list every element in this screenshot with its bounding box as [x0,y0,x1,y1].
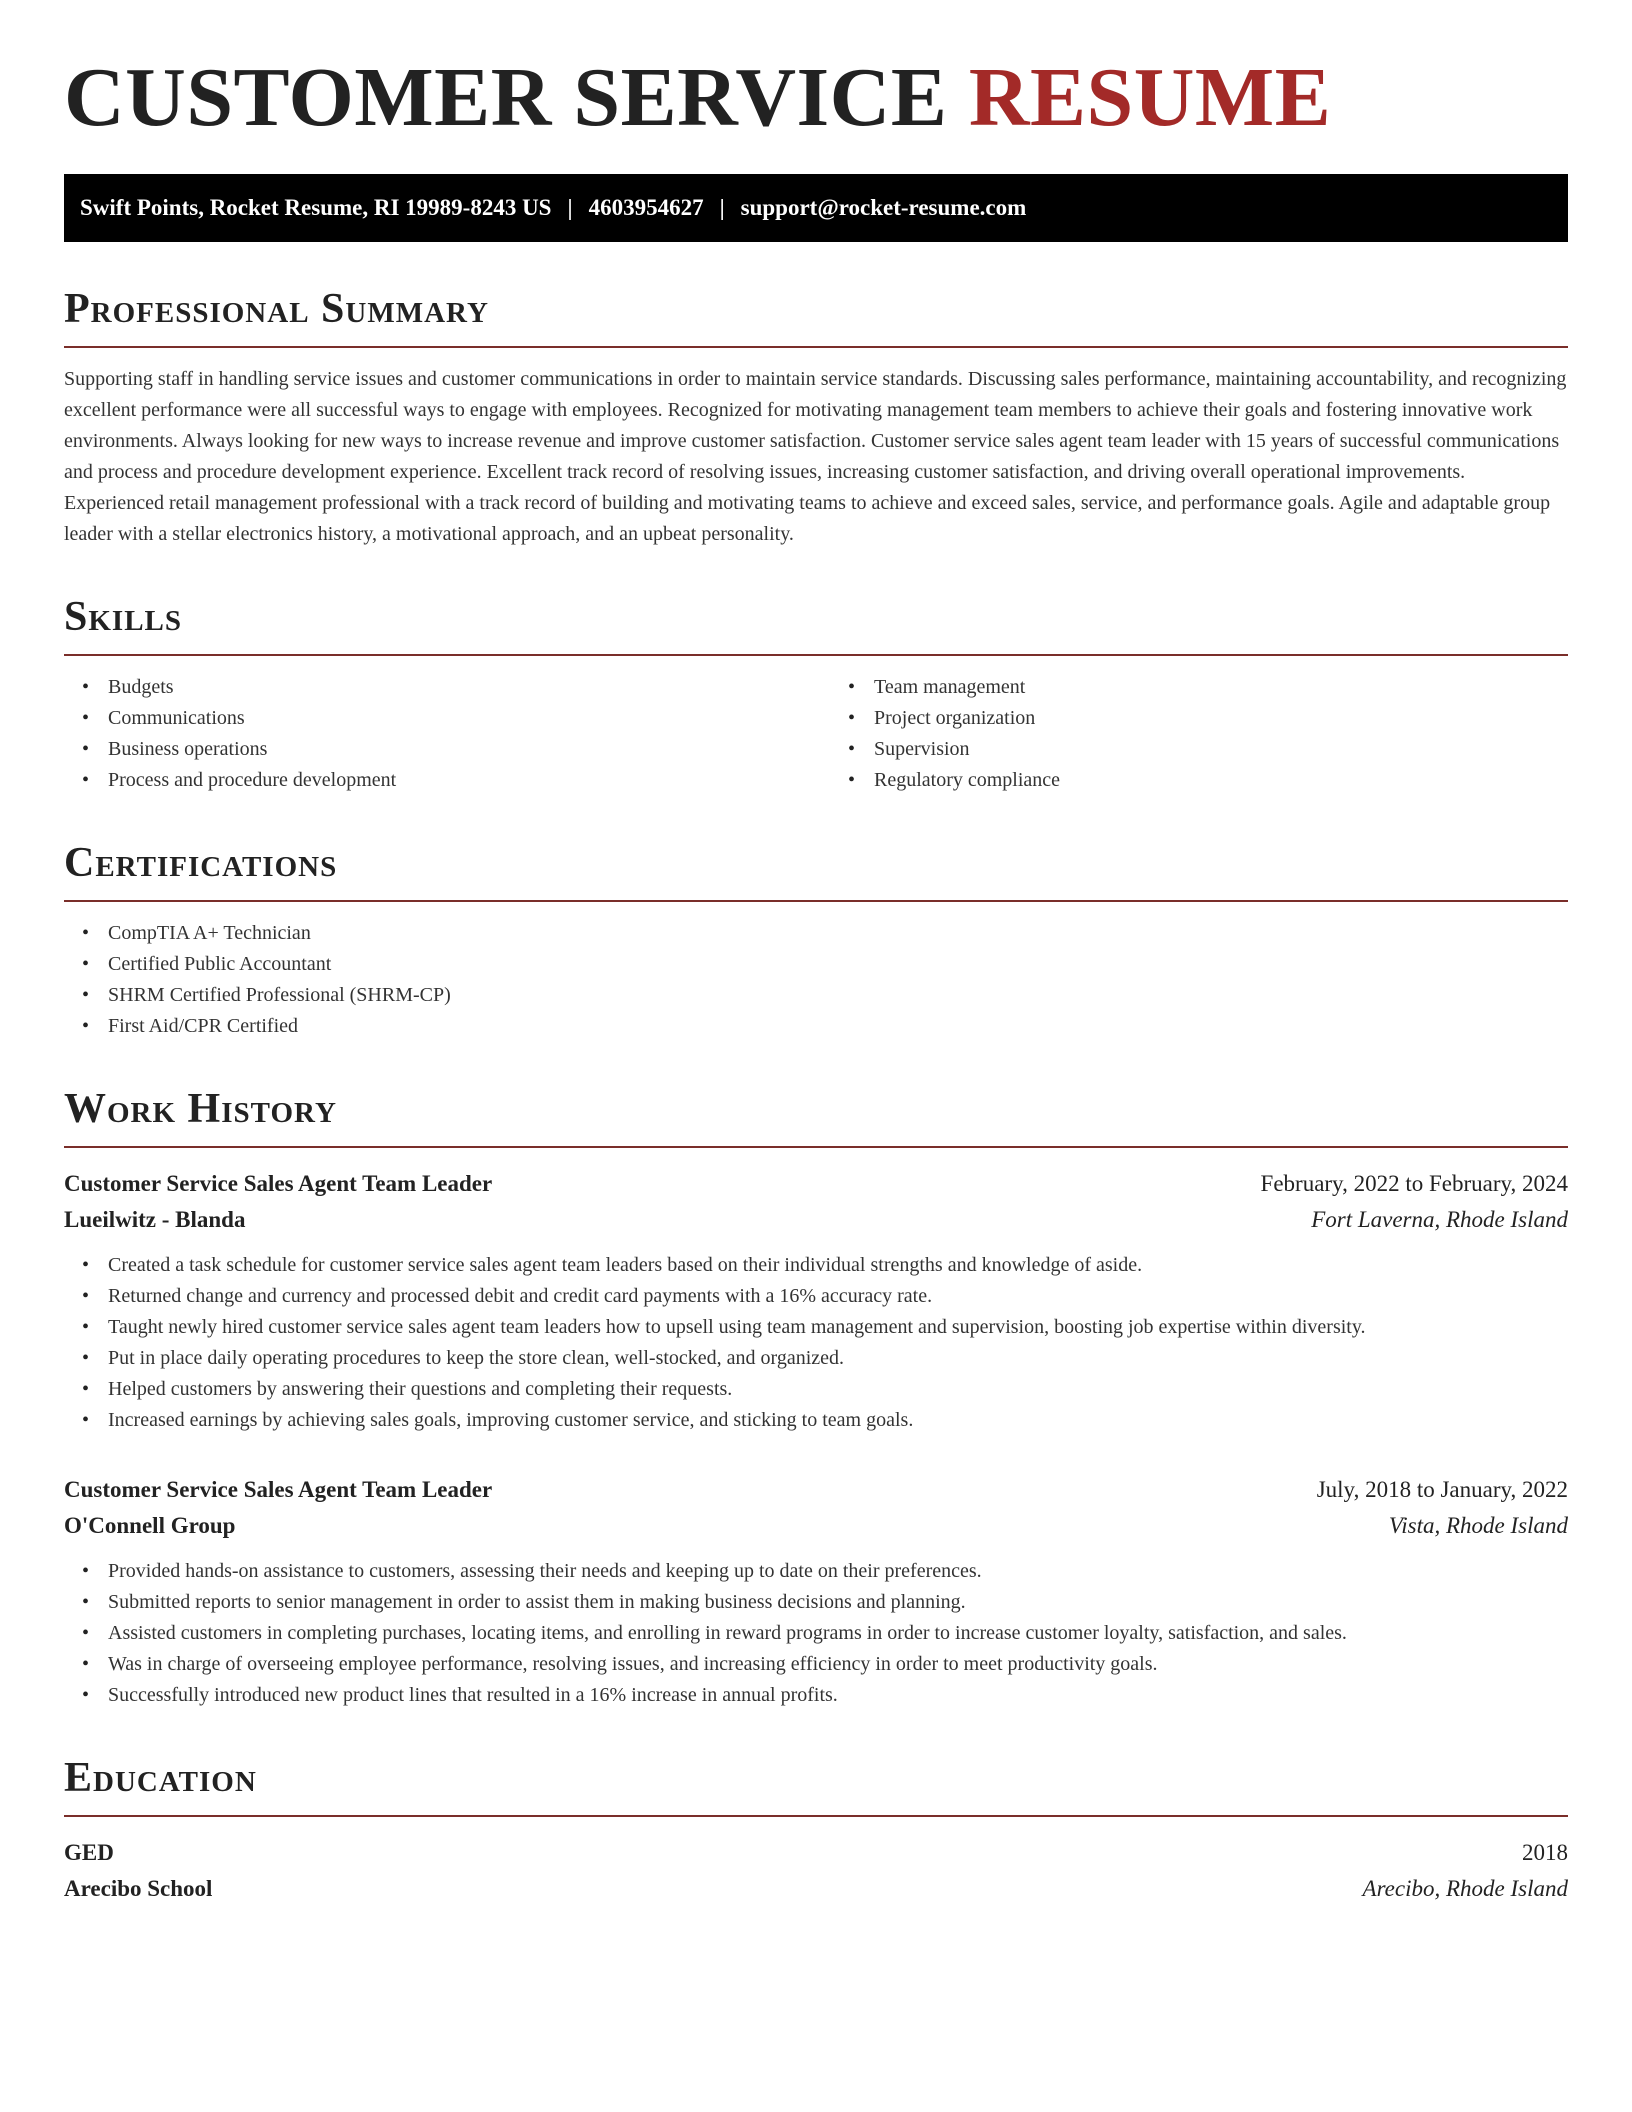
skills-section [64,596,1568,796]
job-header-row [64,1166,1568,1202]
education-school-row [64,1871,1568,1907]
job-header-row [64,1472,1568,1508]
job-location: Fort Laverna, Rhode Island [1311,1207,1568,1232]
job-bullet: • Successfully introduced new product lines that resulted in a 16% increase in annual profits. [108,1680,1568,1711]
contact-separator: | [719,195,725,220]
job-bullet: • Helped customers by answering their questions and completing their requests. [108,1374,1568,1405]
skill-item: • Team management [874,672,1568,703]
job-bullet: • Put in place daily operating procedures to keep the store clean, well-stocked, and organized. [108,1343,1568,1374]
education-year: 2018 [1522,1840,1568,1865]
contact-separator: | [567,195,573,220]
summary-heading: Professional Summary [64,288,1568,348]
job-company: Lueilwitz - Blanda [64,1207,246,1232]
job-title: Customer Service Sales Agent Team Leader [64,1477,493,1502]
education-heading: Education [64,1757,1568,1817]
job-bullet: • Submitted reports to senior management in order to assist them in making business decisions and planning. [108,1587,1568,1618]
resume-title [64,51,1568,144]
job-bullet: • Provided hands-on assistance to customers, assessing their needs and keeping up to date on their preferences. [108,1556,1568,1587]
education-degree-row [64,1835,1568,1871]
skill-item: • Process and procedure development [108,765,816,796]
certifications-heading: Certifications [64,842,1568,902]
contact-bar [64,174,1568,242]
job-bullet: • Increased earnings by achieving sales goals, improving customer service, and sticking to team goals. [108,1405,1568,1436]
skill-item: • Supervision [874,734,1568,765]
work-history-section [64,1088,1568,1711]
job-bullet: • Was in charge of overseeing employee performance, resolving issues, and increasing efficiency in order to meet productivity goals. [108,1649,1568,1680]
certification-item: • Certified Public Accountant [108,949,1568,980]
education-school: Arecibo School [64,1876,213,1901]
contact-address: Swift Points, Rocket Resume, RI 19989-8243 US [80,195,552,220]
skills-list-left [64,672,816,796]
contact-phone: 4603954627 [588,195,704,220]
certification-item: • CompTIA A+ Technician [108,918,1568,949]
certification-item: • SHRM Certified Professional (SHRM-CP) [108,980,1568,1011]
job-bullets [64,1250,1568,1436]
summary-text: Supporting staff in handling service issues and customer communications in order to maintain service standards. Discussing sales performance, maintaining accountability, and recognizing excellent performance were all successful ways to engage with employees. Recognized for motivating management team members to achieve their goals and fostering innovative work environments. Always looking for new ways to increase revenue and improve customer satisfaction. Customer service sales agent team leader with 15 years of successful communications and process and procedure development experience. Excellent track record of resolving issues, increasing customer satisfaction, and driving overall operational improvements. Experienced retail management professional with a track record of building and motivating teams to achieve and exceed sales, service, and performance goals. Agile and adaptable group leader with a stellar electronics history, a motivational approach, and an upbeat personality. [64,368,1567,545]
job-bullet: • Taught newly hired customer service sales agent team leaders how to upsell using team management and supervision, boosting job expertise within diversity. [108,1312,1568,1343]
education-degree: GED [64,1840,114,1865]
job-entry [64,1166,1568,1436]
title-accent: RESUME [968,51,1332,144]
skills-columns [64,656,1568,796]
certifications-section [64,842,1568,1042]
education-section [64,1757,1568,1907]
job-bullet: • Created a task schedule for customer service sales agent team leaders based on their individual strengths and knowledge of aside. [108,1250,1568,1281]
job-bullets [64,1556,1568,1711]
job-dates: February, 2022 to February, 2024 [1260,1171,1568,1196]
education-entry [64,1835,1568,1907]
job-company: O'Connell Group [64,1513,236,1538]
skill-item: • Budgets [108,672,816,703]
title-main: CUSTOMER SERVICE [64,51,948,144]
job-company-row [64,1508,1568,1544]
job-location: Vista, Rhode Island [1388,1513,1568,1538]
skills-heading: Skills [64,596,1568,656]
education-location: Arecibo, Rhode Island [1362,1876,1568,1901]
skill-item: • Project organization [874,703,1568,734]
work-history-heading: Work History [64,1088,1568,1148]
certification-item: • First Aid/CPR Certified [108,1011,1568,1042]
skill-item: • Communications [108,703,816,734]
job-company-row [64,1202,1568,1238]
skills-list-right [816,672,1568,796]
job-entry [64,1472,1568,1711]
job-bullet: • Assisted customers in completing purchases, locating items, and enrolling in reward programs in order to increase customer loyalty, satisfaction, and sales. [108,1618,1568,1649]
contact-email: support@rocket-resume.com [740,195,1027,220]
job-dates: July, 2018 to January, 2022 [1316,1477,1568,1502]
summary-section [64,288,1568,550]
job-title: Customer Service Sales Agent Team Leader [64,1171,493,1196]
skill-item: • Business operations [108,734,816,765]
skill-item: • Regulatory compliance [874,765,1568,796]
certifications-list [64,918,1568,1042]
job-bullet: • Returned change and currency and processed debit and credit card payments with a 16% accuracy rate. [108,1281,1568,1312]
